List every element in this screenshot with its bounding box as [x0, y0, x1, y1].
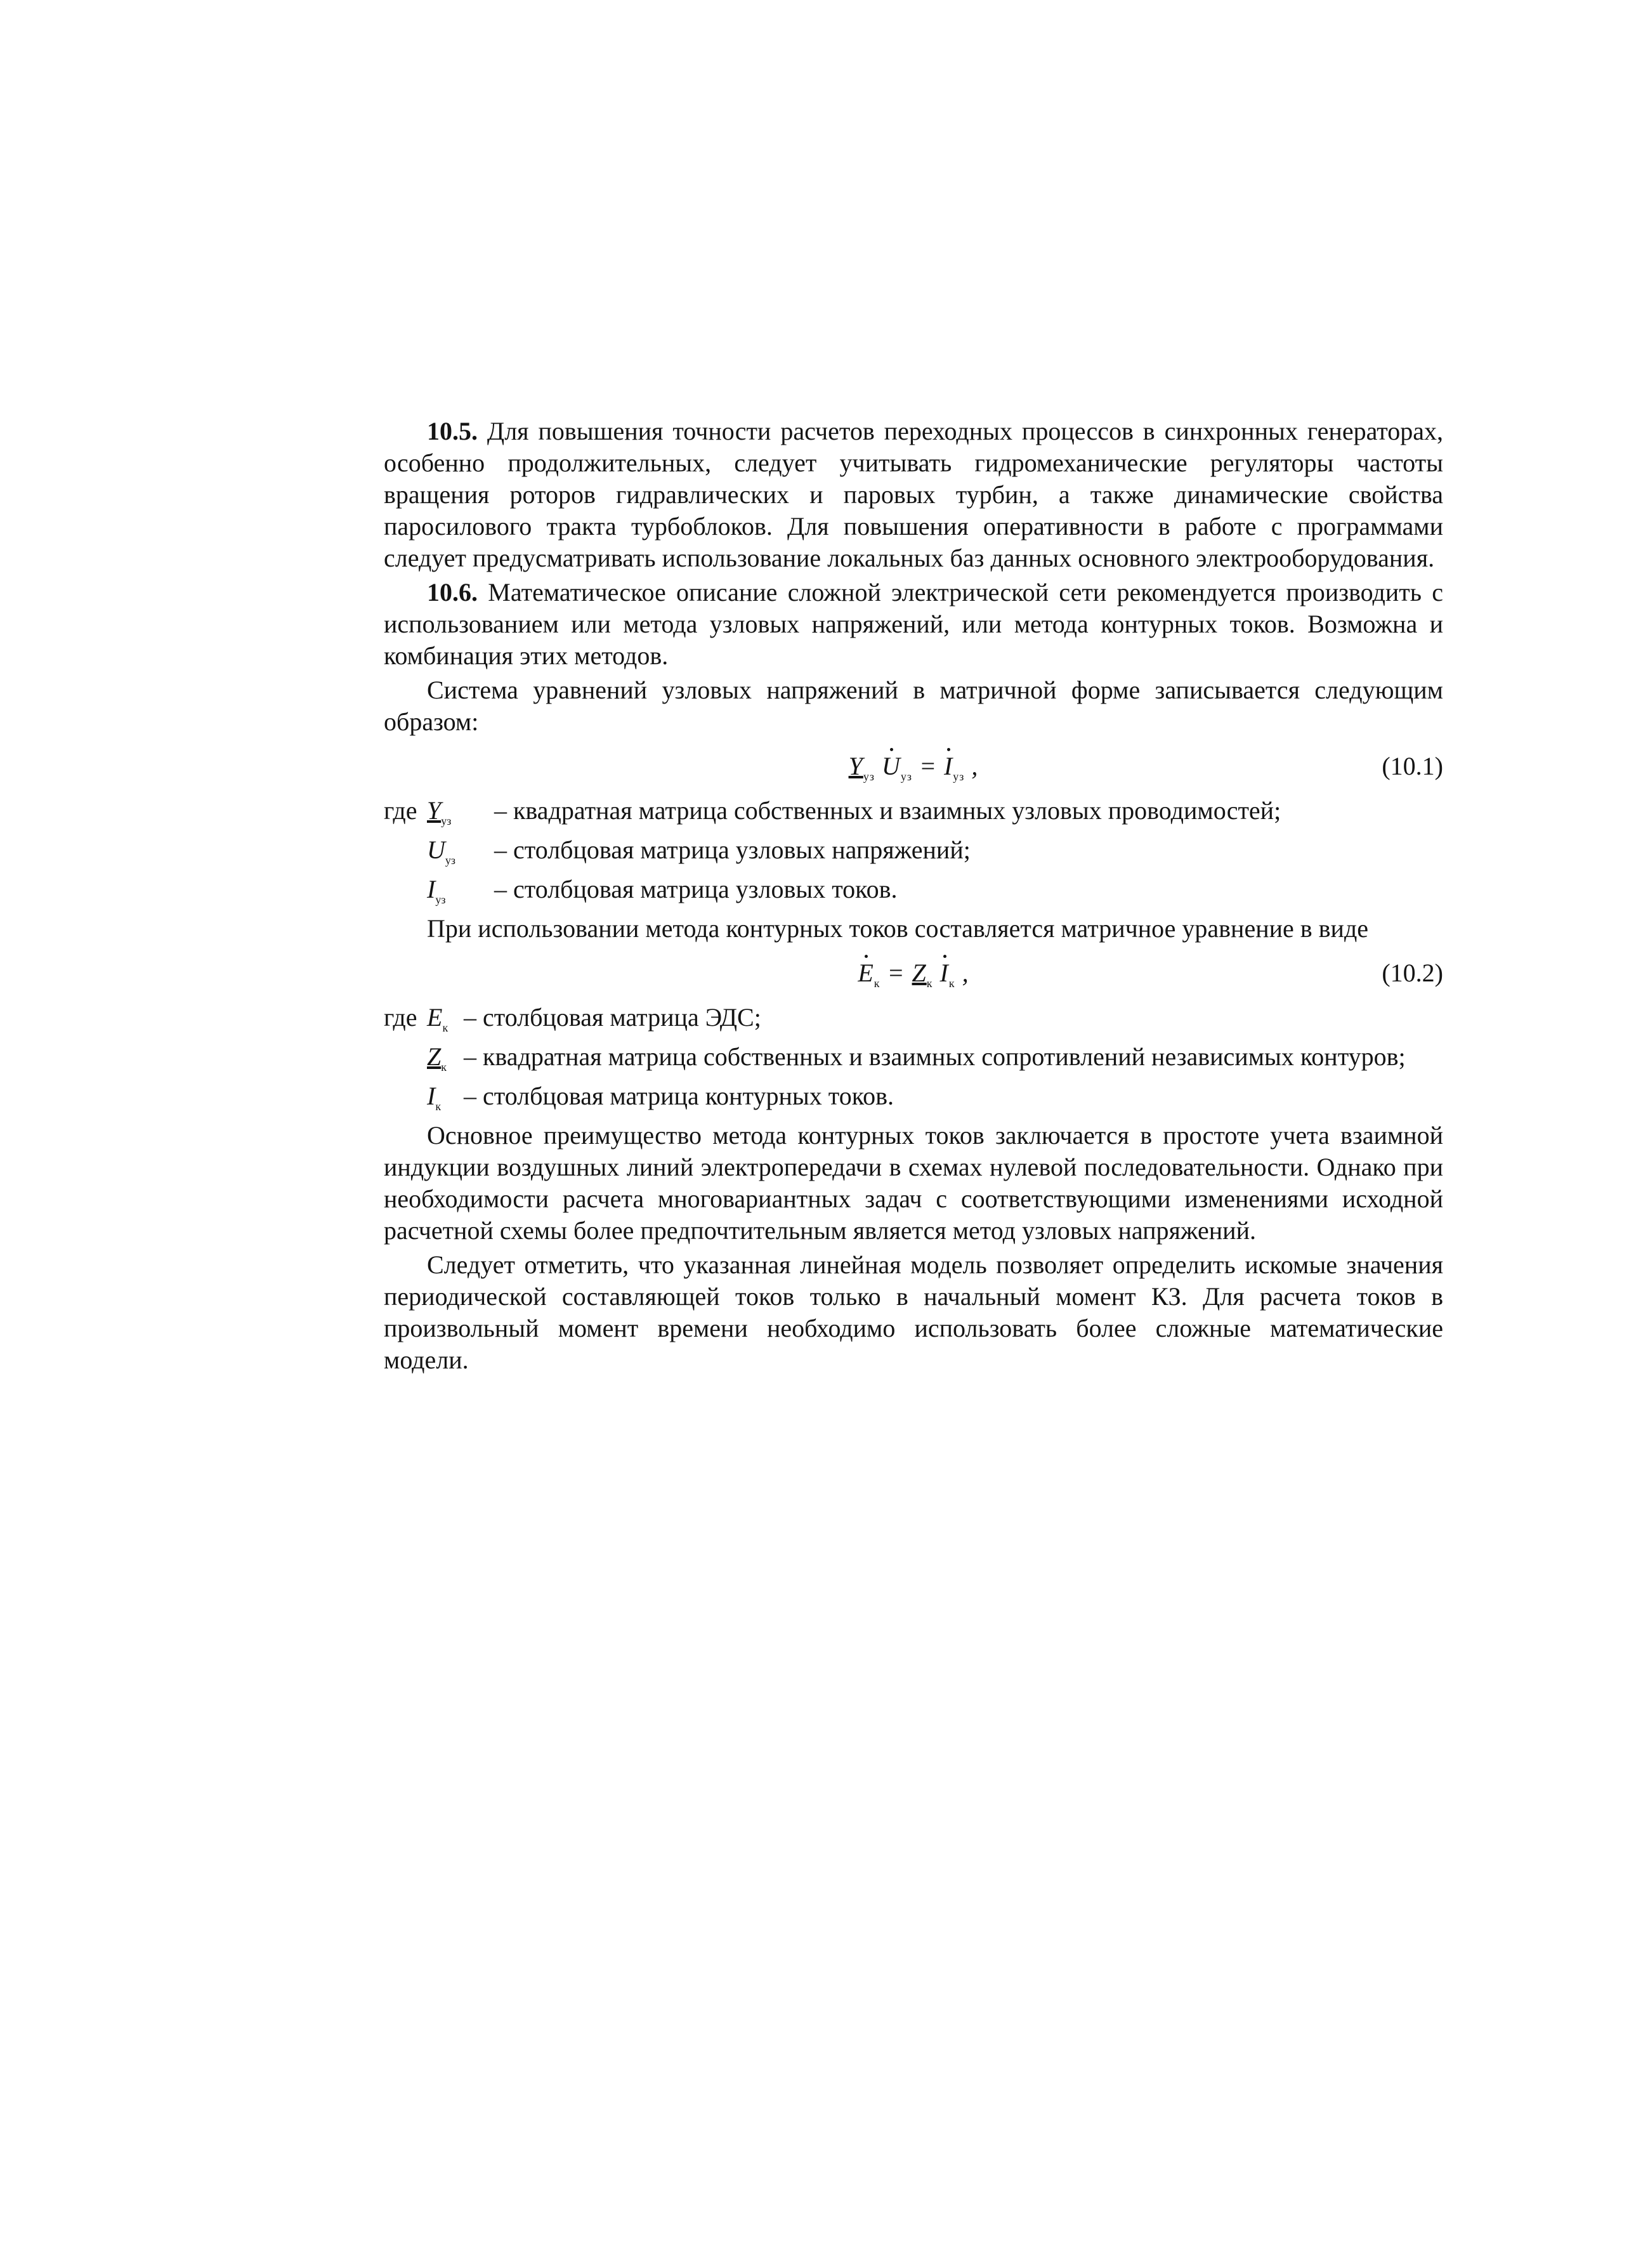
section-number: 10.5.	[427, 417, 478, 445]
subscript: к	[441, 1061, 447, 1073]
subscript: уз	[900, 770, 912, 783]
definition-symbol	[427, 834, 494, 866]
definition-text: столбцовая матрица контурных токов.	[483, 1082, 894, 1110]
subscript: к	[874, 977, 880, 990]
subscript: уз	[953, 770, 965, 783]
vector-symbol: U	[427, 836, 445, 864]
paragraph-10-6	[384, 577, 1443, 672]
equation-number: (10.2)	[1382, 959, 1443, 987]
definitions-list-1	[384, 795, 1443, 905]
subscript: к	[442, 1021, 448, 1034]
subscript: к	[435, 1100, 442, 1113]
definition-dash: –	[494, 836, 507, 864]
definition-dash: –	[464, 1003, 476, 1032]
paragraph-text: Математическое описание сложной электрической сети рекомендуется производить с использованием или метода узловых напряжений, или метода контурных токов. Возможна и комбинация этих методов.	[384, 578, 1443, 670]
subscript: уз	[445, 854, 456, 867]
vector-symbol: I	[940, 957, 949, 989]
definition-symbol	[427, 874, 494, 905]
definition-text: квадратная матрица собственных и взаимных узловых проводимостей;	[513, 796, 1281, 825]
equation-formula	[384, 751, 1443, 782]
paragraph-contour-intro: При использовании метода контурных токов составляется матричное уравнение в виде	[427, 914, 1369, 943]
vector-symbol: I	[427, 875, 436, 903]
subscript: уз	[863, 770, 875, 783]
definition-symbol	[427, 795, 494, 827]
definition-item	[384, 1080, 1443, 1112]
definition-dash: –	[464, 1082, 476, 1110]
subscript: к	[948, 977, 955, 990]
equation-number: (10.1)	[1382, 752, 1443, 780]
definition-item	[384, 834, 1443, 866]
equation-trailing: ,	[964, 752, 979, 780]
paragraph-nodal-intro: Система уравнений узловых напряжений в матричной форме записывается следующим образом:	[384, 676, 1443, 736]
definition-item	[384, 795, 1443, 827]
definition-item	[384, 1002, 1443, 1033]
equation-formula	[384, 957, 1443, 989]
definition-dash: –	[494, 796, 507, 825]
vector-symbol: U	[882, 751, 901, 782]
equals-sign: =	[880, 959, 912, 987]
matrix-symbol: Z	[912, 959, 927, 987]
vector-symbol: I	[427, 1082, 436, 1110]
definition-lead: где	[384, 1003, 417, 1032]
page-body	[384, 416, 1443, 1379]
definition-dash: –	[494, 875, 507, 903]
definition-text: квадратная матрица собственных и взаимных сопротивлений независимых контуров;	[483, 1042, 1406, 1071]
vector-symbol: I	[944, 751, 953, 782]
paragraph-note: Следует отметить, что указанная линейная модель позволяет определить искомые значения периодической составляющей токов только в начальный момент КЗ. Для расчета токов в произвольный момент времени необходимо использовать более сложные математические модели.	[384, 1250, 1443, 1374]
definition-symbol	[427, 1002, 464, 1033]
equation-10-1	[384, 744, 1443, 790]
definition-text: столбцовая матрица ЭДС;	[483, 1003, 761, 1032]
definition-lead: где	[384, 796, 417, 825]
definition-item	[384, 874, 1443, 905]
paragraph-advantage: Основное преимущество метода контурных токов заключается в простоте учета взаимной индукции воздушных линий электропередачи в схемах нулевой последовательности. Однако при необходимости расчета многовариантных задач с соответствующими изменениями исходной расчетной схемы более предпочтительным является метод узловых напряжений.	[384, 1121, 1443, 1245]
definition-dash: –	[464, 1042, 476, 1071]
definition-text: столбцовая матрица узловых напряжений;	[513, 836, 971, 864]
definition-item	[384, 1041, 1443, 1073]
vector-symbol: E	[858, 957, 874, 989]
vector-symbol: E	[427, 1003, 443, 1032]
subscript: уз	[435, 893, 446, 906]
definition-symbol	[427, 1080, 464, 1112]
paragraph-10-5	[384, 416, 1443, 574]
paragraph-text: Для повышения точности расчетов переходных процессов в синхронных генераторах, особенно продолжительных, следует учитывать гидромеханические регуляторы частоты вращения роторов гидравлических и паровых турбин, а также динамические свойства паросилового тракта турбоблоков. Для повышения оперативности в работе с программами следует предусматривать использование локальных баз данных основного электрооборудования.	[384, 417, 1443, 572]
subscript: к	[926, 977, 933, 990]
matrix-symbol: Z	[427, 1042, 442, 1071]
matrix-symbol: Y	[848, 752, 863, 780]
definition-text: столбцовая матрица узловых токов.	[513, 875, 898, 903]
equation-trailing: ,	[955, 959, 969, 987]
equation-10-2	[384, 951, 1443, 997]
equals-sign: =	[912, 752, 944, 780]
matrix-symbol: Y	[427, 796, 442, 825]
definitions-list-2	[384, 1002, 1443, 1112]
subscript: уз	[441, 815, 452, 827]
section-number: 10.6.	[427, 578, 478, 606]
definition-symbol	[427, 1041, 464, 1073]
